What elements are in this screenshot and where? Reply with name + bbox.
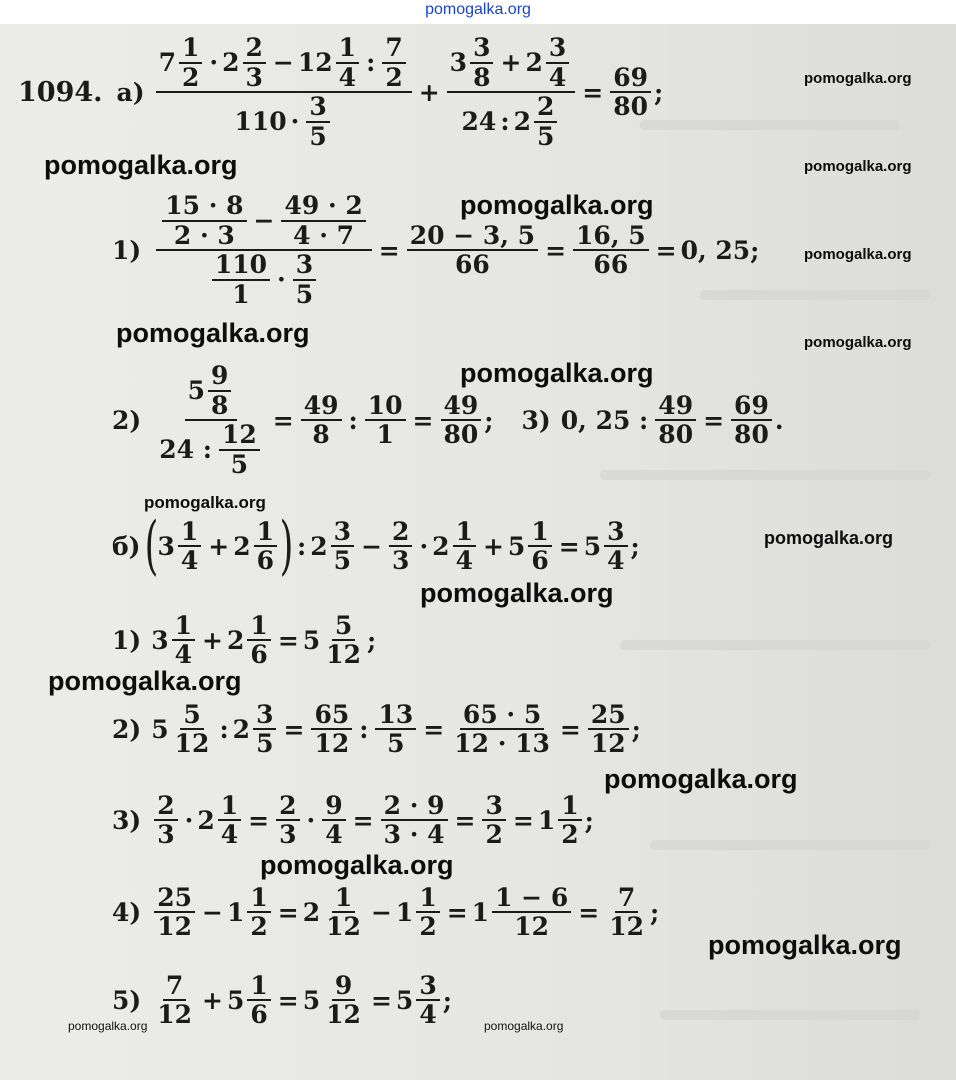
watermark: pomogalka.org — [604, 764, 798, 794]
step-b1-label: 1) — [112, 625, 142, 655]
step-b5-equation: 5) $\frac{7}{12}$ + 5 $\frac{1}{6}$ = 5 $\frac{9}{12}$ = 5 $\frac{3}{4}$ ; — [112, 970, 452, 1029]
watermark: pomogalka.org — [708, 930, 902, 960]
step-b5-label: 5) — [112, 985, 142, 1015]
part-a-second-fraction: 3 $\frac{3}{8}$ + 2 $\frac{3}{4}$ 24 : 2 $\frac{2}{5}$ — [447, 35, 576, 149]
watermark: pomogalka.org — [116, 318, 310, 348]
step-b2-label: 2) — [112, 714, 142, 744]
part-a-equation: 1094. а) 7 $\frac{1}{2}$ · 2 $\frac{2}{3}$ − 12 $\frac{1}{4}$ : $\frac{7}{2}$ 110 · $\frac{3}{5}$ + 3 $\frac{3}{8}$ + 2 $\frac{3}{4}$ 24 : 2 $\frac{2}{5}$ = $\frac{69}{80}$ ; — [18, 33, 664, 151]
part-b-label: б) — [112, 531, 141, 561]
site-header-link[interactable]: pomogalka.org — [425, 1, 531, 18]
watermark: pomogalka.org — [804, 70, 912, 87]
step-a3-label: 3) — [521, 405, 551, 435]
watermark: pomogalka.org — [764, 528, 894, 548]
step-a1-result: 0, 25; — [680, 235, 760, 265]
bleed-through-line — [660, 1010, 920, 1020]
watermark: pomogalka.org — [420, 578, 614, 608]
watermark: pomogalka.org — [484, 1019, 564, 1033]
bleed-through-line — [620, 640, 930, 650]
watermark: pomogalka.org — [48, 666, 242, 696]
problem-number: 1094. — [18, 76, 103, 108]
watermark: pomogalka.org — [260, 850, 454, 880]
watermark: pomogalka.org — [460, 190, 654, 220]
step-b4-label: 4) — [112, 897, 142, 927]
watermark: pomogalka.org — [804, 246, 912, 263]
step-a1-label: 1) — [112, 235, 142, 265]
step-b2-equation: 2) 5 $\frac{5}{12}$ : 2 $\frac{3}{5}$ = $\frac{65}{12}$ : $\frac{13}{5}$ = $\frac{65 \cdot 5}{12 \cdot 13}$ = $\frac{25}{12}$ ; — [112, 699, 641, 758]
watermark: pomogalka.org — [804, 334, 912, 351]
step-a2-label: 2) — [112, 405, 142, 435]
part-a-first-fraction: 7 $\frac{1}{2}$ · 2 $\frac{2}{3}$ − 12 $\frac{1}{4}$ : $\frac{7}{2}$ 110 · $\frac{3}{5}$ — [156, 35, 412, 149]
step-a1-equation: 1) $\frac{15 \cdot 8}{2 \cdot 3}$ − $\frac{49 \cdot 2}{4 \cdot 7}$ $\frac{110}{1}$ · $\frac{3}{5}$ = $\frac{20 - 3, 5}{66}$ = $\frac{16, 5}{66}$ = 0, 25; — [112, 191, 760, 309]
step-b1-equation: 1) 3 $\frac{1}{4}$ + 2 $\frac{1}{6}$ = 5 $\frac{5}{12}$ ; — [112, 610, 377, 669]
watermark: pomogalka.org — [68, 1019, 148, 1033]
step-b3-label: 3) — [112, 805, 142, 835]
step-a2-a3-equation: 2) 5 $\frac{9}{8}$ 24 : $\frac{12}{5}$ = $\frac{49}{8}$ : $\frac{10}{1}$ = $\frac{49}{80}$ ; 3) 0, 25 : $\frac{49}{80}$ = $\frac{69}{80}$ . — [112, 361, 784, 479]
part-a-label: а) — [116, 77, 145, 107]
watermark: pomogalka.org — [144, 493, 266, 512]
bleed-through-line — [640, 120, 900, 130]
step-b4-equation: 4) $\frac{25}{12}$ − 1 $\frac{1}{2}$ = 2 $\frac{1}{12}$ − 1 $\frac{1}{2}$ = 1 $\frac{1 - 6}{12}$ = $\frac{7}{12}$ ; — [112, 882, 660, 941]
step-b3-equation: 3) $\frac{2}{3}$ · 2 $\frac{1}{4}$ = $\frac{2}{3}$ · $\frac{9}{4}$ = $\frac{2 \cdot 9}{3 \cdot 4}$ = $\frac{3}{2}$ = 1 $\frac{1}{2}$ ; — [112, 790, 594, 849]
watermark: pomogalka.org — [44, 150, 238, 180]
part-a-result: $\frac{69}{80}$ — [610, 65, 651, 120]
watermark: pomogalka.org — [460, 358, 654, 388]
bleed-through-line — [650, 840, 930, 850]
part-b-equation: б) ( 3 $\frac{1}{4}$ + 2 $\frac{1}{6}$ ) : 2 $\frac{3}{5}$ − $\frac{2}{3}$ · 2 $\frac{1}{4}$ + 5 $\frac{1}{6}$ = 5 $\frac{3}{4}$ ; — [112, 509, 640, 583]
watermark: pomogalka.org — [804, 158, 912, 175]
